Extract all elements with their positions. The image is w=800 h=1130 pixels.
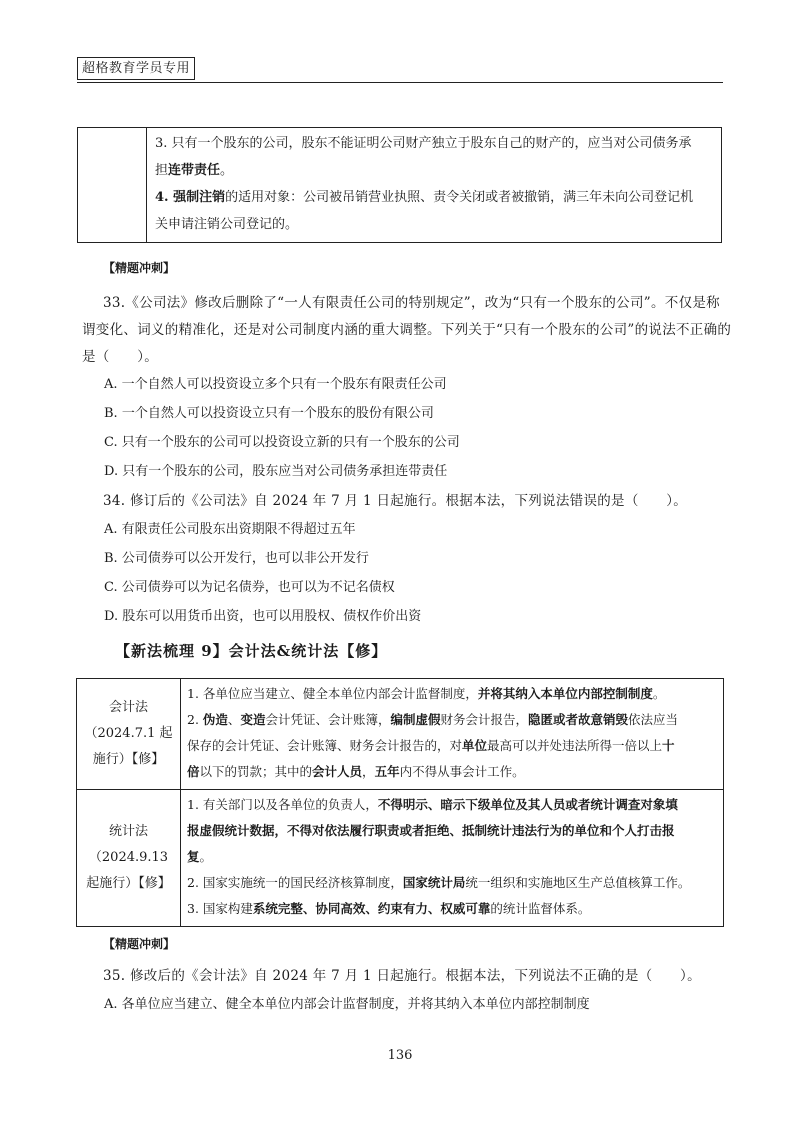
text-run: 统一组织和实施地区生产总值核算工作。 <box>465 875 691 890</box>
text-run: 1. 有关部门以及各单位的负责人， <box>187 797 378 812</box>
text-run: 3. 国家构建 <box>187 901 253 916</box>
question-33-option-b: B. 一个自然人可以投资设立只有一个股东的股份有限公司 <box>104 406 434 421</box>
bold-text: 连带责任 <box>168 163 221 178</box>
question-34-option-d: D. 股东可以用货币出资，也可以用股权、债权作价出资 <box>104 609 422 624</box>
question-35-option-a: A. 各单位应当建立、健全本单位内部会计监督制度，并将其纳入本单位内部控制制度 <box>104 997 590 1012</box>
law-content-line <box>187 759 719 785</box>
text-run: 的统计监督体系。 <box>490 901 591 916</box>
bold-text: 国家统计局 <box>402 875 466 890</box>
bold-text: 报虚假统计数据，不得对依法履行职责或者拒绝、抵制统计违法行为的单位和个人打击报 <box>187 823 675 838</box>
text-run: 1. 各单位应当建立、健全本单位内部会计监督制度， <box>187 686 478 701</box>
text-run: 。 <box>199 849 213 864</box>
question-33-line: 是（ ）。 <box>82 349 159 365</box>
question-33-option-d: D. 只有一个股东的公司，股东应当对公司债务承担连带责任 <box>104 464 448 479</box>
table-left-cell <box>78 128 147 243</box>
page-number: 136 <box>387 1048 413 1063</box>
table-row <box>77 679 724 790</box>
law-name-cell <box>77 790 181 927</box>
accounting-statistics-law-table <box>76 678 724 927</box>
bold-text: 伪造 <box>202 712 228 727</box>
bold-text: 系统完整、协同高效、约束有力、权威可靠 <box>252 901 491 916</box>
bold-text: 4. 强制注销 <box>155 190 226 205</box>
header-label: 超格教育学员专用 <box>77 57 195 80</box>
table-line <box>155 184 715 211</box>
table-line <box>155 211 715 238</box>
text-run: 依法应当 <box>628 712 679 727</box>
table-line <box>155 130 715 157</box>
bold-text: 隐匿或者故意销毁 <box>528 712 629 727</box>
law-content-cell <box>181 790 724 927</box>
law-content-line <box>187 870 719 896</box>
bold-text: 会计人员 <box>312 764 363 779</box>
practice-heading: 【精题冲刺】 <box>103 937 176 951</box>
law-content-cell <box>181 679 724 790</box>
law-content-line <box>187 733 719 759</box>
text-run: 关申请注销公司登记的。 <box>155 217 299 232</box>
text-run: 。 <box>220 163 234 178</box>
law-content-line <box>187 792 719 818</box>
law-name-line: 起施行）【修】 <box>86 876 171 891</box>
law-content-line <box>187 707 719 733</box>
text-run: 2. 国家实施统一的国民经济核算制度， <box>187 875 403 890</box>
text-run: 以下的罚款；其中的 <box>199 764 313 779</box>
bold-text: 复 <box>187 849 200 864</box>
law-content-line <box>187 896 719 922</box>
law-name-cell <box>77 679 181 790</box>
law-name-line: 施行）【修】 <box>92 752 165 767</box>
bold-text: 编制虚假 <box>390 712 441 727</box>
text-run: 。 <box>652 686 666 701</box>
law-name-line: 会计法 <box>108 700 148 715</box>
law-name-line: （2024.9.13 <box>88 850 169 865</box>
law-name-line: （2024.7.1 起 <box>84 726 173 741</box>
table-line <box>155 157 715 184</box>
text-run: 会计凭证、会计账簿， <box>265 712 391 727</box>
bold-text: 十 <box>662 738 675 753</box>
law-content-line <box>187 681 719 707</box>
question-33-line: 33.《公司法》修改后删除了“一人有限责任公司的特别规定”，改为“只有一个股东的公司”。不仅是称 <box>103 295 720 311</box>
practice-heading: 【精题冲刺】 <box>103 261 176 275</box>
bold-text: 五年 <box>374 764 400 779</box>
table-content-cell <box>147 128 722 243</box>
question-33-option-a: A. 一个自然人可以投资设立多个只有一个股东有限责任公司 <box>104 377 447 392</box>
law-content-line <box>187 844 719 870</box>
bold-text: 不得明示、暗示下级单位及其人员或者统计调查对象填 <box>377 797 678 812</box>
text-run: 最高可以并处违法所得一倍以上 <box>487 738 663 753</box>
question-34-option-b: B. 公司债券可以公开发行，也可以非公开发行 <box>104 551 369 566</box>
text-run: 2. <box>187 712 203 727</box>
text-run: 保存的会计凭证、会计账簿、财务会计报告的，对 <box>187 738 463 753</box>
question-33-line: 谓变化、词义的精准化，还是对公司制度内涵的重大调整。下列关于“只有一个股东的公司”的说法不正确的 <box>82 322 732 338</box>
law-content-line <box>187 818 719 844</box>
bold-text: 并将其纳入本单位内部控制制度 <box>477 686 653 701</box>
bold-text: 倍 <box>187 764 200 779</box>
text-run: 、 <box>227 712 241 727</box>
text-run: 的适用对象：公司被吊销营业执照、责令关闭或者被撤销，满三年未向公司登记机 <box>225 190 694 205</box>
question-34-option-a: A. 有限责任公司股东出资期限不得超过五年 <box>104 522 356 537</box>
company-law-table <box>77 127 722 243</box>
bold-text: 单位 <box>462 738 488 753</box>
text-run: 3. 只有一个股东的公司，股东不能证明公司财产独立于股东自己的财产的，应当对公司债务承 <box>155 136 692 151</box>
question-34-stem: 34. 修订后的《公司法》自 2024 年 7 月 1 日起施行。根据本法，下列说法错误的是（ ）。 <box>103 493 688 509</box>
law-name-line: 统计法 <box>108 824 148 839</box>
text-run: 担 <box>155 163 169 178</box>
text-run: 内不得从事会计工作。 <box>399 764 525 779</box>
text-run: ， <box>362 764 375 779</box>
bold-text: 变造 <box>240 712 266 727</box>
text-run: 财务会计报告， <box>440 712 528 727</box>
section-title: 【新法梳理 9】会计法&统计法【修】 <box>115 642 388 660</box>
table-row <box>77 790 724 927</box>
question-35-stem: 35. 修改后的《会计法》自 2024 年 7 月 1 日起施行。根据本法，下列说法不正确的是（ ）。 <box>103 968 701 984</box>
header-divider <box>77 82 723 83</box>
question-34-option-c: C. 公司债券可以为记名债券，也可以为不记名债权 <box>104 580 395 595</box>
question-33-option-c: C. 只有一个股东的公司可以投资设立新的只有一个股东的公司 <box>104 435 460 450</box>
